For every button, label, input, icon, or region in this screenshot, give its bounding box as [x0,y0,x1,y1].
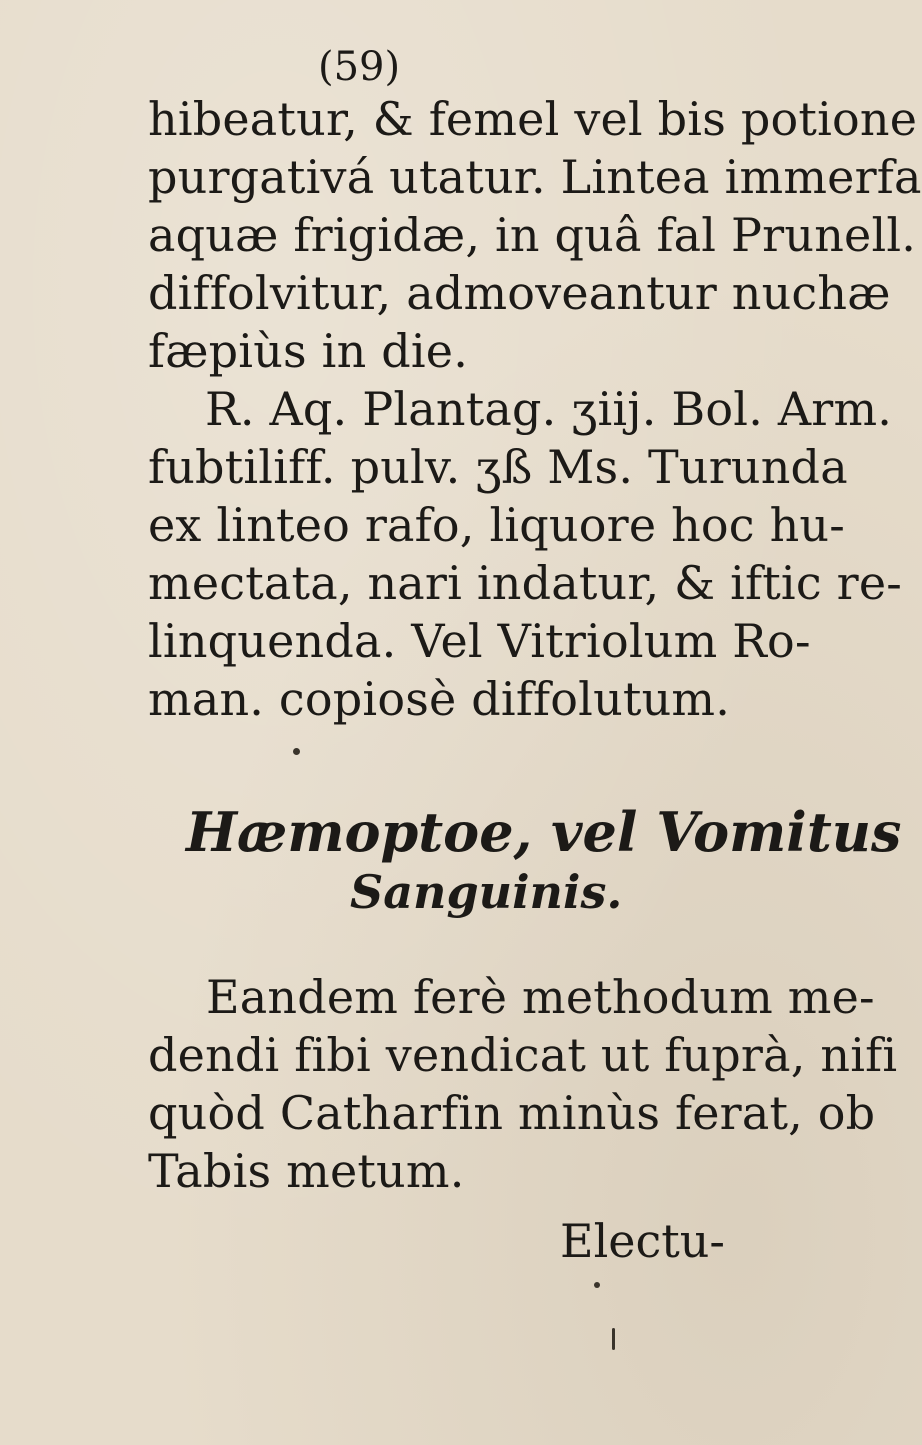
text-line: man. copiosè diffolutum. [148,672,731,726]
page-number: (59) [318,44,401,90]
text-line: Tabis metum. [148,1144,465,1198]
text-line: hibeatur, & femel vel bis potione [148,92,918,146]
text-line: fæpiùs in die. [148,324,469,378]
text-line: linquenda. Vel Vitriolum Ro- [148,614,811,668]
text-line: R. Aq. Plantag. ʒiij. Bol. Arm. [205,382,893,436]
catchword: Electu- [560,1214,725,1268]
text-line: fubtiliff. pulv. ʒß Ms. Turunda [148,440,848,494]
text-line: aquæ frigidæ, in quâ fal Prunell. [148,208,917,262]
text-line: Eandem ferè methodum me- [206,970,875,1024]
ink-speck [612,1328,615,1350]
heading-line: Sanguinis. [350,865,623,919]
ink-speck [594,1282,600,1288]
text-line: dendi fibi vendicat ut fuprà, nifi [148,1028,898,1082]
ink-speck [293,748,300,755]
heading-line: Hæmoptoe, vel Vomitus [186,800,902,864]
text-line: purgativá utatur. Lintea immerfa [148,150,922,204]
text-line: mectata, nari indatur, & iftic re- [148,556,902,610]
text-line: ex linteo rafo, liquore hoc hu- [148,498,845,552]
text-line: diffolvitur, admoveantur nuchæ [148,266,891,320]
text-line: quòd Catharfin minùs ferat, ob [148,1086,876,1140]
